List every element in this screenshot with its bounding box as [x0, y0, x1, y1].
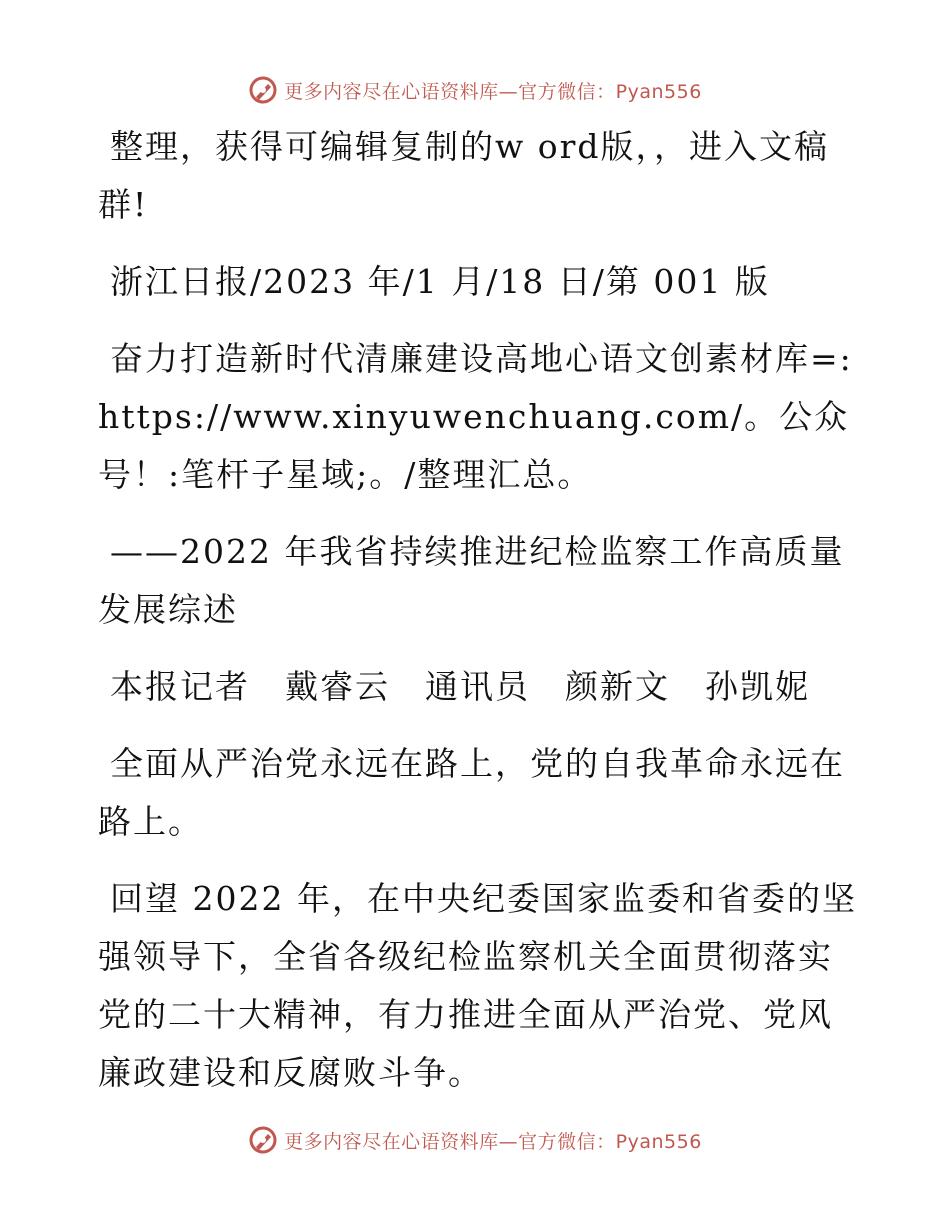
footer-watermark-text: 更多内容尽在心语资料库—官方微信：Pyan556: [284, 1130, 702, 1153]
paragraph-lead: 全面从严治党永远在路上，党的自我革命永远在路上。: [98, 744, 845, 841]
footer-watermark-banner: [0, 1120, 950, 1160]
paragraph-body: 回望 2022 年，在中央纪委国家监委和省委的坚强领导下，全省各级纪检监察机关全面贯彻落实党的二十大精神，有力推进全面从严治党、党风廉政建设和反腐败斗争。: [98, 879, 857, 1092]
paragraph-title: 奋力打造新时代清廉建设高地心语文创素材库=:https://www.xinyuwenchuang.com/。公众号！:笔杆子星域;。/整理汇总。: [98, 339, 853, 494]
paragraph-intro: 整理，获得可编辑复制的w ord版，，进入文稿群!: [98, 127, 830, 224]
document-body: [98, 118, 858, 1121]
header-watermark-text: 更多内容尽在心语资料库—官方微信：Pyan556: [284, 80, 702, 103]
header-watermark-banner: [0, 70, 950, 110]
pen-circle-icon: [248, 75, 278, 105]
paragraph-byline: 本报记者 戴睿云 通讯员 颜新文 孙凯妮: [110, 667, 810, 706]
paragraph-source: 浙江日报/2023 年/1 月/18 日/第 001 版: [110, 262, 770, 301]
paragraph-subtitle: ——2022 年我省持续推进纪检监察工作高质量发展综述: [98, 532, 845, 629]
pen-circle-icon: [248, 1125, 278, 1155]
